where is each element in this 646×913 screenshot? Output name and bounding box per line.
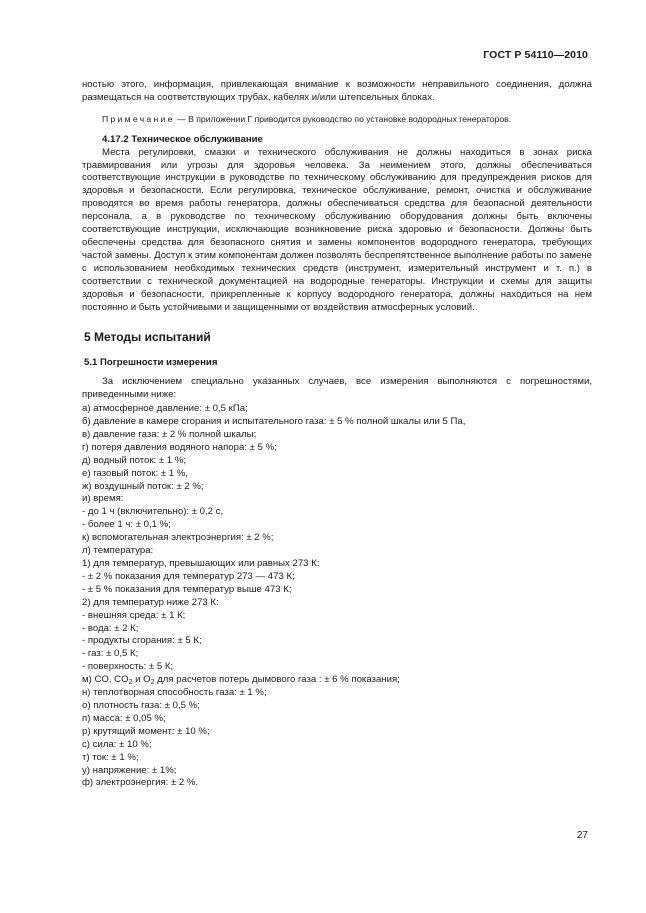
list-item: н) теплотворная способность газа: ± 1 %; [82, 687, 267, 699]
item-m-text-c: для расчетов потерь дымового газа : ± 6 % показания; [154, 674, 400, 686]
item-m-subscript-1: 2 [128, 679, 133, 687]
list-item: - до 1 ч (включительно): ± 0,2 с, [82, 506, 224, 518]
list-item: - газ: ± 0,5 К; [82, 648, 139, 660]
list-item: л) температура: [82, 545, 154, 557]
list-item: - ± 2 % показания для температур 273 — 473 К; [82, 570, 295, 582]
list-item: с) сила: ± 10 %; [82, 738, 152, 750]
accuracy-list [82, 403, 592, 790]
section-4-17-2-title: 4.17.2 Техническое обслуживание [102, 133, 263, 145]
list-item: 2) для температур ниже 273 К: [82, 596, 219, 608]
list-item: ф) электроэнергия: ± 2 %. [82, 777, 199, 789]
item-m-text-b: и O [132, 674, 151, 686]
note-label: Примечание [102, 113, 175, 124]
section-5-1-intro: За исключением специально указанных случаев, все измерения выполняются с погрешностями, приведенными ниже: [82, 376, 592, 401]
page-body [82, 79, 592, 790]
note-text: — В приложении Г приводится руководство по установке водородных генераторов. [174, 113, 512, 124]
list-item: - более 1 ч: ± 0,1 %; [82, 519, 171, 531]
list-item: р) крутящий момент: ± 10 %; [82, 725, 210, 737]
list-item: - ± 5 % показания для температур выше 473 К; [82, 583, 292, 595]
standard-header: ГОСТ Р 54110—2010 [483, 49, 588, 61]
section-5-title: 5 Методы испытаний [84, 330, 211, 345]
list-item: п) масса: ± 0,05 %; [82, 712, 166, 724]
list-item-flue-gas [82, 674, 592, 687]
list-item: е) газовый поток: ± 1 %, [82, 467, 188, 479]
list-item: г) потеря давления водяного напора: ± 5 %; [82, 441, 277, 453]
list-item: б) давление в камере сгорания и испытательного газа: ± 5 % полной шкалы или 5 Па, [82, 416, 466, 428]
item-m-text-a: м) CO, CO [82, 674, 129, 686]
list-item: а) атмосферное давление: ± 0,5 кПа; [82, 403, 248, 415]
page-number: 27 [576, 830, 588, 841]
list-item: - продукты сгорания: ± 5 К; [82, 635, 202, 647]
list-item: - поверхность: ± 5 К; [82, 661, 174, 673]
list-item: у) напряжение: ± 1%; [82, 764, 177, 776]
list-item: в) давление газа: ± 2 % полной шкалы; [82, 428, 257, 440]
list-item: - внешняя среда: ± 1 К; [82, 609, 186, 621]
list-item: о) плотность газа: ± 0,5 %; [82, 699, 200, 711]
list-item: 1) для температур, превышающих или равных 273 К: [82, 558, 320, 569]
list-item: к) вспомогательная электроэнергия: ± 2 %; [82, 532, 274, 544]
list-item: и) время: [82, 493, 124, 505]
section-4-17-2-body: Места регулировки, смазки и технического обслуживания не должны находиться в зонах риска травмирования или угрозы для здоровья человека. За неимением этого, должны обеспечиваться соответствующие инструкции в руководстве по техническому обслуживанию для предупреждения рисков для здоровья и безопасности. Если регулировка, техническое обслуживание, ремонт, очистка и обслуживание проводятся во время работы генератора, должны обеспечиваться средства для безопасной деятельности персонала, а в руководстве по техническому обслуживанию оборудования должны быть включены соответствующие инструкции, исключающие возникновение риска здоровью и безопасности. Должны быть обеспечены средства для безопасного снятия и замены компонентов водородного генератора, требующих частой замены. Доступ к этим компонентам должен позволять беспрепятственное выполнение работы по замене с использованием необходимых технических средств (инструмент, измерительный инструмент и т. п.) в соответствии с технической документацией на водородные генераторы. Инструкции и схемы для защиты здоровья и безопасности, прикрепленные к корпусу водородного генератора, должны находиться на нем постоянно и быть устойчивыми и защищенными от воздействия атмосферных условий. [82, 146, 592, 313]
list-item: д) водный поток: ± 1 %; [82, 454, 186, 466]
section-5-1-title: 5.1 Погрешности измерения [84, 357, 218, 369]
intro-continuation: ностью этого, информация, привлекающая внимание к возможности неправильного соединения, должна размещаться на соответствующих трубах, кабелях и/или штепсельных блоках. [82, 79, 592, 103]
list-item: ж) воздушный поток: ± 2 %; [82, 480, 204, 492]
item-m-subscript-2: 2 [150, 679, 155, 687]
list-item: т) ток: ± 1 %; [82, 751, 139, 763]
note [82, 113, 592, 126]
list-item: - вода: ± 2 К; [82, 622, 139, 634]
